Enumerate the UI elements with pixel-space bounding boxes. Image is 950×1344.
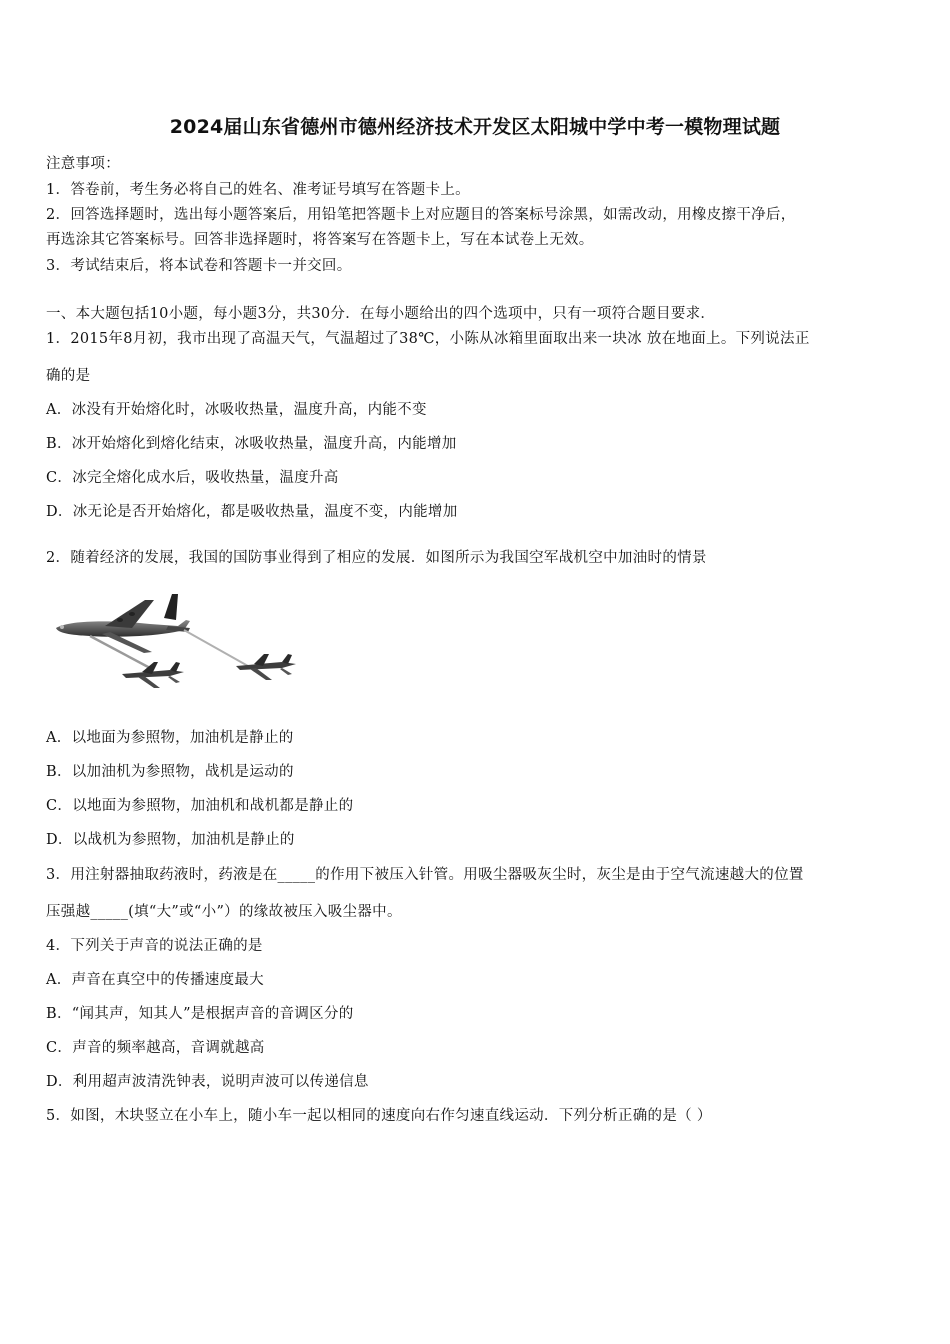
question-2-option-b: B．以加油机为参照物，战机是运动的 (46, 764, 294, 780)
question-2-stem: 2．随着经济的发展，我国的国防事业得到了相应的发展．如图所示为我国空军战机空中加油时的情景 (46, 550, 707, 566)
fighter-jet (122, 662, 184, 688)
notice-item: 2．回答选择题时，选出每小题答案后，用铅笔把答题卡上对应题目的答案标号涂黑，如需改动，用橡皮擦干净后， (46, 207, 796, 223)
aerial-refueling-figure (50, 590, 310, 700)
question-2-option-d: D．以战机为参照物，加油机是静止的 (46, 832, 295, 848)
question-1-option-a: A．冰没有开始熔化时，冰吸收热量，温度升高，内能不变 (46, 402, 427, 418)
question-4-option-c: C．声音的频率越高，音调就越高 (46, 1040, 265, 1056)
question-3-stem-continued: 压强越_____(填“大”或“小”）的缘故被压入吸尘器中。 (46, 904, 402, 920)
question-4-option-b: B．“闻其声，知其人”是根据声音的音调区分的 (46, 1006, 354, 1022)
notice-heading: 注意事项： (46, 156, 120, 172)
section-intro: 一、本大题包括10小题，每小题3分，共30分．在每小题给出的四个选项中，只有一项符合题目要求． (46, 306, 716, 322)
question-3-stem: 3．用注射器抽取药液时，药液是在_____的作用下被压入针管。用吸尘器吸灰尘时，灰尘是由于空气流速越大的位置 (46, 867, 804, 883)
refuel-hose (184, 630, 248, 666)
question-1-option-c: C．冰完全熔化成水后，吸收热量，温度升高 (46, 470, 339, 486)
tanker-aircraft (56, 594, 190, 653)
question-1-stem-continued: 确的是 (46, 368, 91, 384)
question-4-option-a: A．声音在真空中的传播速度最大 (46, 972, 264, 988)
notice-item: 3．考试结束后，将本试卷和答题卡一并交回。 (46, 258, 352, 274)
question-1-option-b: B．冰开始熔化到熔化结束，冰吸收热量，温度升高，内能增加 (46, 436, 457, 452)
question-4-stem: 4．下列关于声音的说法正确的是 (46, 938, 263, 954)
question-2-option-a: A．以地面为参照物，加油机是静止的 (46, 730, 294, 746)
fighter-jet (236, 654, 296, 680)
notice-item: 1．答卷前，考生务必将自己的姓名、准考证号填写在答题卡上。 (46, 182, 470, 198)
question-2-option-c: C．以地面为参照物，加油机和战机都是静止的 (46, 798, 354, 814)
page-title: 2024届山东省德州市德州经济技术开发区太阳城中学中考一模物理试题 (169, 116, 781, 138)
question-4-option-d: D．利用超声波清洗钟表，说明声波可以传递信息 (46, 1074, 369, 1090)
question-1-option-d: D．冰无论是否开始熔化，都是吸收热量，温度不变，内能增加 (46, 504, 458, 520)
question-1-stem: 1．2015年8月初，我市出现了高温天气，气温超过了38℃，小陈从冰箱里面取出来一块冰 放在地面上。下列说法正 (46, 331, 810, 347)
notice-item: 再选涂其它答案标号。回答非选择题时，将答案写在答题卡上，写在本试卷上无效。 (46, 232, 594, 248)
question-5-stem: 5．如图，木块竖立在小车上，随小车一起以相同的速度向右作匀速直线运动．下列分析正确的是（ ） (46, 1108, 712, 1124)
